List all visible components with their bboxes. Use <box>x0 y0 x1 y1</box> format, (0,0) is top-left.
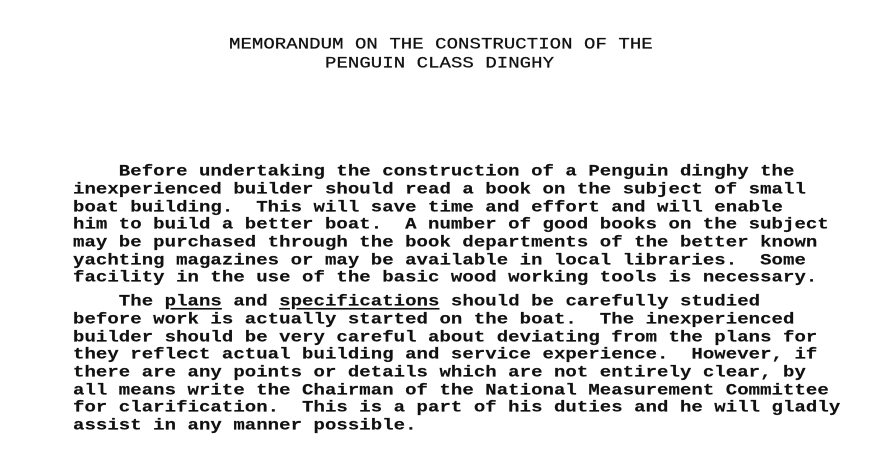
text-line <box>73 294 760 309</box>
text-line: there are any points or details which are not entirely clear, by <box>73 363 806 382</box>
text: should be carefully studied <box>439 292 761 311</box>
text-line: builder should be very careful about deviating from the plans for <box>73 328 818 347</box>
text-line: before work is actually started on the boat. The inexperienced <box>73 310 795 329</box>
text-line: all means write the Chairman of the National Measurement Committee <box>73 381 829 400</box>
text-line: him to build a better boat. A number of good books on the subject <box>73 215 829 234</box>
text-line: inexperienced builder should read a book on the subject of small <box>73 180 806 199</box>
title-line-2: PENGUIN CLASS DINGHY <box>325 54 555 73</box>
text-line: boat building. This will save time and effort and will enable <box>73 198 784 217</box>
text-line: may be purchased through the book departments of the better known <box>73 233 818 252</box>
text-line: Before undertaking the construction of a Penguin dinghy the <box>73 162 795 181</box>
title-line-1: MEMORANDUM ON THE CONSTRUCTION OF THE <box>229 35 653 54</box>
text-line: they reflect actual building and service experience. However, if <box>73 345 818 364</box>
text-line: assist in any manner possible. <box>73 416 417 435</box>
text-line: for clarification. This is a part of his duties and he will gladly <box>73 398 841 417</box>
text: The <box>73 292 165 311</box>
underlined-plans: plans <box>164 292 222 311</box>
underlined-specifications: specifications <box>279 292 440 311</box>
text-line: yachting magazines or may be available in local libraries. Some <box>73 251 806 270</box>
text: and <box>221 292 280 311</box>
text-line: facility in the use of the basic wood working tools is necessary. <box>73 268 818 287</box>
